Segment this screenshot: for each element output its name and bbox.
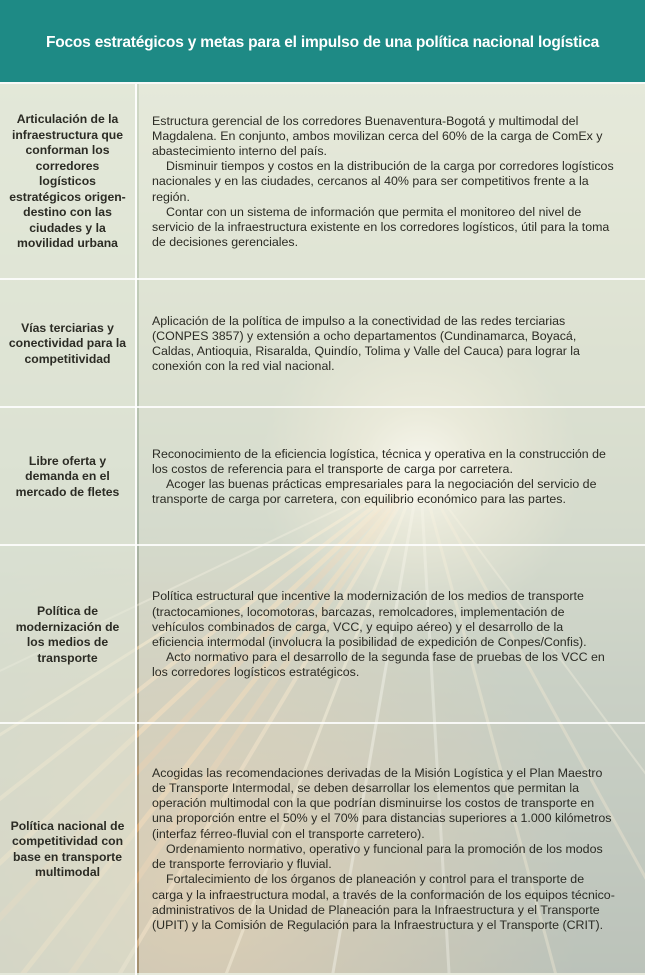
table-header (0, 0, 645, 82)
paragraph: Disminuir tiempos y costos en la distribución de la carga por corredores logísticos nacionales y en las ciudades, cercanos al 40% para ser competitivos frente a la región. (152, 159, 614, 204)
row-label-cell (0, 724, 137, 975)
table-row (0, 544, 645, 724)
paragraph: Acoger las buenas prácticas empresariales para la negociación del servicio de transporte de carga por carretera, con equilibrio económico para las partes. (152, 477, 597, 507)
paragraph: Estructura gerencial de los corredores Buenaventura-Bogotá y multimodal del Magdalena. En conjunto, ambos movilizan cerca del 60% de la carga de ComEx y abastecimiento interno del país. (152, 113, 603, 158)
row-content-cell (139, 546, 645, 724)
row-label: Vías terciarias y conectividad para la competitividad (8, 320, 127, 366)
paragraph: Fortalecimiento de los órganos de planeación y control para el transporte de carga y la infraestructura modal, a través de la conformación de los equipos técnico-administrativos de la Unidad de Planeación para la Infraestructura y el Transporte (UPIT) y la Comisión de Regulación para la Infraestructura y el Transporte (CRIT). (152, 872, 615, 932)
table-row (0, 82, 645, 280)
paragraph: Reconocimiento de la eficiencia logística, técnica y operativa en la construcción de los costos de referencia para el transporte de carga por carretera. (152, 446, 606, 476)
row-label: Política nacional de competitividad con base en transporte multimodal (10, 818, 125, 879)
paragraph: Acto normativo para el desarrollo de la segunda fase de pruebas de los VCC en los corredores logísticos estratégicos. (152, 650, 605, 680)
row-content-cell (139, 724, 645, 975)
row-label-cell (0, 408, 137, 546)
row-label-cell (0, 546, 137, 724)
row-label: Articulación de la infraestructura que conforman los corredores logísticos estratégicos origen-destino con las ciudades y la movilidad urbana (9, 112, 126, 251)
row-content-cell (139, 280, 645, 408)
row-label-cell (0, 280, 137, 408)
row-label-cell (0, 84, 137, 280)
paragraph: Política estructural que incentive la modernización de los medios de transporte (tractocamiones, locomotoras, barcazas, remolcadores, implementación de vehículos combinados de carga, VCC, y equipo aéreo) y el desarrollo de la eficiencia intermodal (involucra la posibilidad de expedición de Conpes/Confis). (152, 589, 587, 649)
paragraph: Aplicación de la política de impulso a la conectividad de las redes terciarias (CONPES 3857) y extensión a ocho departamentos (Cundinamarca, Boyacá, Caldas, Antioquia, Risaralda, Quindío, Tolima y Valle del Cauca) para lograr la conexión con la red vial nacional. (152, 313, 580, 374)
paragraph: Acogidas las recomendaciones derivadas de la Misión Logística y el Plan Maestro de Transporte Intermodal, se deben desarrollar los elementos que permitan la operación multimodal con la que podrían disminuirse los costos de transporte en una proporción entre el 50% y el 70% para distancias superiores a 1.000 kilómetros (interfaz férreo-fluvial con el transporte carretero). (152, 765, 612, 841)
paragraph: Ordenamiento normativo, operativo y funcional para la promoción de los modos de transporte ferroviario y fluvial. (152, 841, 603, 872)
row-content-cell (139, 408, 645, 546)
table-row (0, 278, 645, 408)
table-row (0, 406, 645, 546)
table-row (0, 722, 645, 975)
strategic-focus-table (0, 82, 645, 973)
row-label: Política de modernización de los medios de transporte (15, 604, 120, 665)
row-content-cell (139, 84, 645, 280)
paragraph: Contar con un sistema de información que permita el monitoreo del nivel de servicio de la infraestructura existente en los corredores logísticos, útil para la toma de decisiones gerenciales. (152, 204, 610, 250)
row-label: Libre oferta y demanda en el mercado de fletes (15, 453, 120, 499)
table-title: Focos estratégicos y metas para el impulso de una política nacional logística (45, 34, 600, 51)
